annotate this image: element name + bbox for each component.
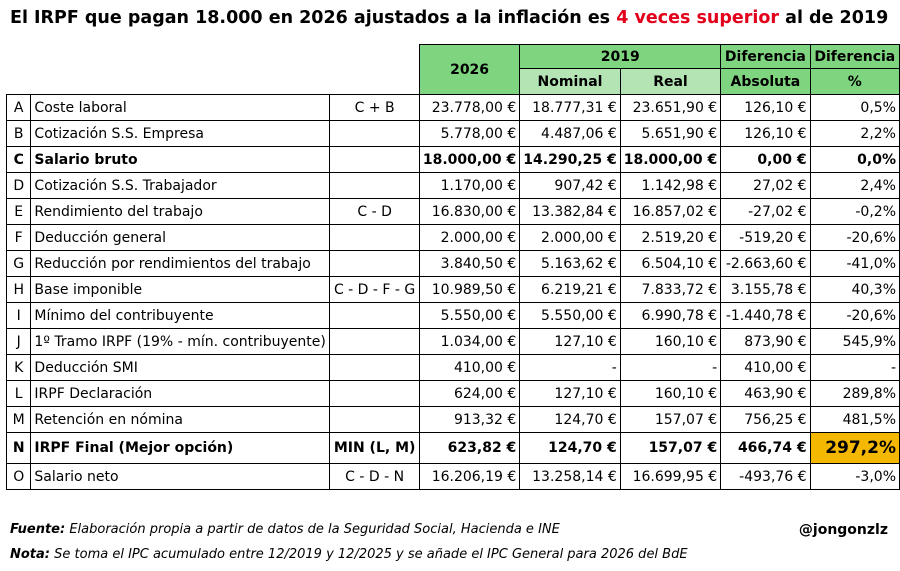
value-2026: 16.830,00 € bbox=[419, 199, 519, 225]
table-row bbox=[7, 225, 900, 251]
irpf-comparison-table bbox=[6, 44, 900, 490]
row-concept: Base imponible bbox=[31, 277, 330, 303]
header-spacer bbox=[7, 69, 420, 95]
row-id: G bbox=[7, 251, 31, 277]
row-id: F bbox=[7, 225, 31, 251]
value-diff-absolute: 466,74 € bbox=[721, 433, 810, 464]
value-2026: 5.550,00 € bbox=[419, 303, 519, 329]
value-2019-nominal: 4.487,06 € bbox=[520, 121, 620, 147]
value-2019-nominal: 127,10 € bbox=[520, 381, 620, 407]
value-2026: 1.034,00 € bbox=[419, 329, 519, 355]
row-formula bbox=[330, 381, 419, 407]
row-formula bbox=[330, 355, 419, 381]
header-dif-abs-2: Absoluta bbox=[721, 69, 810, 95]
row-concept: Salario neto bbox=[31, 464, 330, 490]
header-nominal: Nominal bbox=[520, 69, 620, 95]
row-id: B bbox=[7, 121, 31, 147]
value-2026: 913,32 € bbox=[419, 407, 519, 433]
value-diff-absolute: 126,10 € bbox=[721, 121, 810, 147]
row-concept: IRPF Final (Mejor opción) bbox=[31, 433, 330, 464]
row-concept: Deducción SMI bbox=[31, 355, 330, 381]
value-2019-real: 16.857,02 € bbox=[620, 199, 720, 225]
value-2019-nominal: 6.219,21 € bbox=[520, 277, 620, 303]
row-formula bbox=[330, 121, 419, 147]
row-id: N bbox=[7, 433, 31, 464]
value-2019-real: 6.504,10 € bbox=[620, 251, 720, 277]
table-row bbox=[7, 95, 900, 121]
row-id: J bbox=[7, 329, 31, 355]
source-text: Elaboración propia a partir de datos de la Seguridad Social, Hacienda e INE bbox=[65, 522, 560, 537]
value-diff-absolute: 0,00 € bbox=[721, 147, 810, 173]
value-diff-percent: 40,3% bbox=[810, 277, 899, 303]
value-diff-absolute: -1.440,78 € bbox=[721, 303, 810, 329]
row-formula bbox=[330, 329, 419, 355]
row-formula: C - D - F - G bbox=[330, 277, 419, 303]
table-row bbox=[7, 147, 900, 173]
header-dif-pct-2: % bbox=[810, 69, 899, 95]
value-2019-nominal: 907,42 € bbox=[520, 173, 620, 199]
value-2019-real: - bbox=[620, 355, 720, 381]
table-row bbox=[7, 464, 900, 490]
row-id: E bbox=[7, 199, 31, 225]
header-real: Real bbox=[620, 69, 720, 95]
row-id: C bbox=[7, 147, 31, 173]
row-formula bbox=[330, 225, 419, 251]
note-label: Nota: bbox=[10, 547, 50, 562]
value-2019-real: 6.990,78 € bbox=[620, 303, 720, 329]
value-diff-percent: -20,6% bbox=[810, 303, 899, 329]
row-id: D bbox=[7, 173, 31, 199]
value-2019-real: 1.142,98 € bbox=[620, 173, 720, 199]
header-dif-pct-1: Diferencia bbox=[810, 45, 899, 69]
value-2026: 1.170,00 € bbox=[419, 173, 519, 199]
row-concept: Deducción general bbox=[31, 225, 330, 251]
row-concept: IRPF Declaración bbox=[31, 381, 330, 407]
title-text: El IRPF que pagan 18.000 en 2026 ajustados a la inflación es bbox=[10, 8, 617, 28]
value-diff-absolute: 27,02 € bbox=[721, 173, 810, 199]
value-diff-percent: 297,2% bbox=[810, 433, 899, 464]
table-body bbox=[7, 95, 900, 490]
value-diff-percent: - bbox=[810, 355, 899, 381]
row-formula bbox=[330, 173, 419, 199]
value-2019-real: 157,07 € bbox=[620, 433, 720, 464]
value-2026: 624,00 € bbox=[419, 381, 519, 407]
value-diff-absolute: 126,10 € bbox=[721, 95, 810, 121]
author-handle: @jongonzlz bbox=[798, 522, 888, 538]
value-diff-percent: 289,8% bbox=[810, 381, 899, 407]
value-diff-absolute: 756,25 € bbox=[721, 407, 810, 433]
value-diff-percent: -41,0% bbox=[810, 251, 899, 277]
value-2019-real: 157,07 € bbox=[620, 407, 720, 433]
table-row bbox=[7, 277, 900, 303]
value-2026: 10.989,50 € bbox=[419, 277, 519, 303]
source-label: Fuente: bbox=[10, 522, 66, 537]
value-2019-nominal: - bbox=[520, 355, 620, 381]
value-2019-real: 16.699,95 € bbox=[620, 464, 720, 490]
value-diff-absolute: 410,00 € bbox=[721, 355, 810, 381]
value-2026: 623,82 € bbox=[419, 433, 519, 464]
value-diff-absolute: 463,90 € bbox=[721, 381, 810, 407]
table-row bbox=[7, 407, 900, 433]
value-diff-absolute: -519,20 € bbox=[721, 225, 810, 251]
row-concept: Cotización S.S. Trabajador bbox=[31, 173, 330, 199]
value-2019-real: 160,10 € bbox=[620, 381, 720, 407]
row-concept: Salario bruto bbox=[31, 147, 330, 173]
row-concept: Reducción por rendimientos del trabajo bbox=[31, 251, 330, 277]
title-suffix: al de 2019 bbox=[779, 8, 889, 28]
table-row bbox=[7, 381, 900, 407]
value-diff-percent: 0,0% bbox=[810, 147, 899, 173]
row-concept: Cotización S.S. Empresa bbox=[31, 121, 330, 147]
value-2019-real: 23.651,90 € bbox=[620, 95, 720, 121]
value-2019-nominal: 5.163,62 € bbox=[520, 251, 620, 277]
value-2019-nominal: 5.550,00 € bbox=[520, 303, 620, 329]
value-2019-nominal: 127,10 € bbox=[520, 329, 620, 355]
header-2019: 2019 bbox=[520, 45, 721, 69]
row-id: K bbox=[7, 355, 31, 381]
value-diff-percent: 2,4% bbox=[810, 173, 899, 199]
row-formula: C - D bbox=[330, 199, 419, 225]
value-diff-absolute: -27,02 € bbox=[721, 199, 810, 225]
row-id: I bbox=[7, 303, 31, 329]
value-2026: 23.778,00 € bbox=[419, 95, 519, 121]
row-formula bbox=[330, 147, 419, 173]
value-diff-percent: 481,5% bbox=[810, 407, 899, 433]
value-2019-nominal: 124,70 € bbox=[520, 407, 620, 433]
value-diff-percent: -20,6% bbox=[810, 225, 899, 251]
row-concept: Rendimiento del trabajo bbox=[31, 199, 330, 225]
value-2019-real: 2.519,20 € bbox=[620, 225, 720, 251]
value-diff-percent: -3,0% bbox=[810, 464, 899, 490]
source-note bbox=[10, 522, 560, 537]
value-diff-percent: -0,2% bbox=[810, 199, 899, 225]
row-id: M bbox=[7, 407, 31, 433]
header-2026: 2026 bbox=[419, 45, 519, 95]
page-title bbox=[10, 8, 888, 28]
table-row bbox=[7, 355, 900, 381]
row-id: A bbox=[7, 95, 31, 121]
header-spacer bbox=[7, 45, 420, 69]
row-formula: C - D - N bbox=[330, 464, 419, 490]
value-diff-percent: 2,2% bbox=[810, 121, 899, 147]
value-2026: 410,00 € bbox=[419, 355, 519, 381]
value-2026: 2.000,00 € bbox=[419, 225, 519, 251]
value-diff-absolute: 873,90 € bbox=[721, 329, 810, 355]
value-2019-real: 18.000,00 € bbox=[620, 147, 720, 173]
value-2019-nominal: 124,70 € bbox=[520, 433, 620, 464]
row-id: O bbox=[7, 464, 31, 490]
row-formula bbox=[330, 407, 419, 433]
value-2019-real: 160,10 € bbox=[620, 329, 720, 355]
header-dif-abs-1: Diferencia bbox=[721, 45, 810, 69]
row-concept: 1º Tramo IRPF (19% - mín. contribuyente) bbox=[31, 329, 330, 355]
value-2026: 16.206,19 € bbox=[419, 464, 519, 490]
value-2026: 5.778,00 € bbox=[419, 121, 519, 147]
value-diff-absolute: -2.663,60 € bbox=[721, 251, 810, 277]
value-2019-nominal: 13.382,84 € bbox=[520, 199, 620, 225]
row-concept: Mínimo del contribuyente bbox=[31, 303, 330, 329]
note-text: Se toma el IPC acumulado entre 12/2019 y 12/2025 y se añade el IPC General para 2026 del BdE bbox=[50, 547, 688, 562]
table-row bbox=[7, 303, 900, 329]
value-diff-absolute: -493,76 € bbox=[721, 464, 810, 490]
table-row bbox=[7, 433, 900, 464]
value-2019-nominal: 2.000,00 € bbox=[520, 225, 620, 251]
value-2019-real: 7.833,72 € bbox=[620, 277, 720, 303]
value-diff-percent: 545,9% bbox=[810, 329, 899, 355]
row-formula: C + B bbox=[330, 95, 419, 121]
value-2026: 18.000,00 € bbox=[419, 147, 519, 173]
title-highlight: 4 veces superior bbox=[616, 8, 780, 28]
row-id: H bbox=[7, 277, 31, 303]
value-2019-nominal: 18.777,31 € bbox=[520, 95, 620, 121]
value-diff-percent: 0,5% bbox=[810, 95, 899, 121]
table-row bbox=[7, 199, 900, 225]
value-2026: 3.840,50 € bbox=[419, 251, 519, 277]
row-id: L bbox=[7, 381, 31, 407]
table-row bbox=[7, 329, 900, 355]
value-2019-real: 5.651,90 € bbox=[620, 121, 720, 147]
row-formula: MIN (L, M) bbox=[330, 433, 419, 464]
table-row bbox=[7, 173, 900, 199]
value-2019-nominal: 14.290,25 € bbox=[520, 147, 620, 173]
header-row-1 bbox=[7, 45, 900, 69]
row-formula bbox=[330, 251, 419, 277]
table-row bbox=[7, 251, 900, 277]
value-diff-absolute: 3.155,78 € bbox=[721, 277, 810, 303]
value-2019-nominal: 13.258,14 € bbox=[520, 464, 620, 490]
row-concept: Coste laboral bbox=[31, 95, 330, 121]
table-row bbox=[7, 121, 900, 147]
row-concept: Retención en nómina bbox=[31, 407, 330, 433]
row-formula bbox=[330, 303, 419, 329]
footnote bbox=[10, 547, 688, 562]
